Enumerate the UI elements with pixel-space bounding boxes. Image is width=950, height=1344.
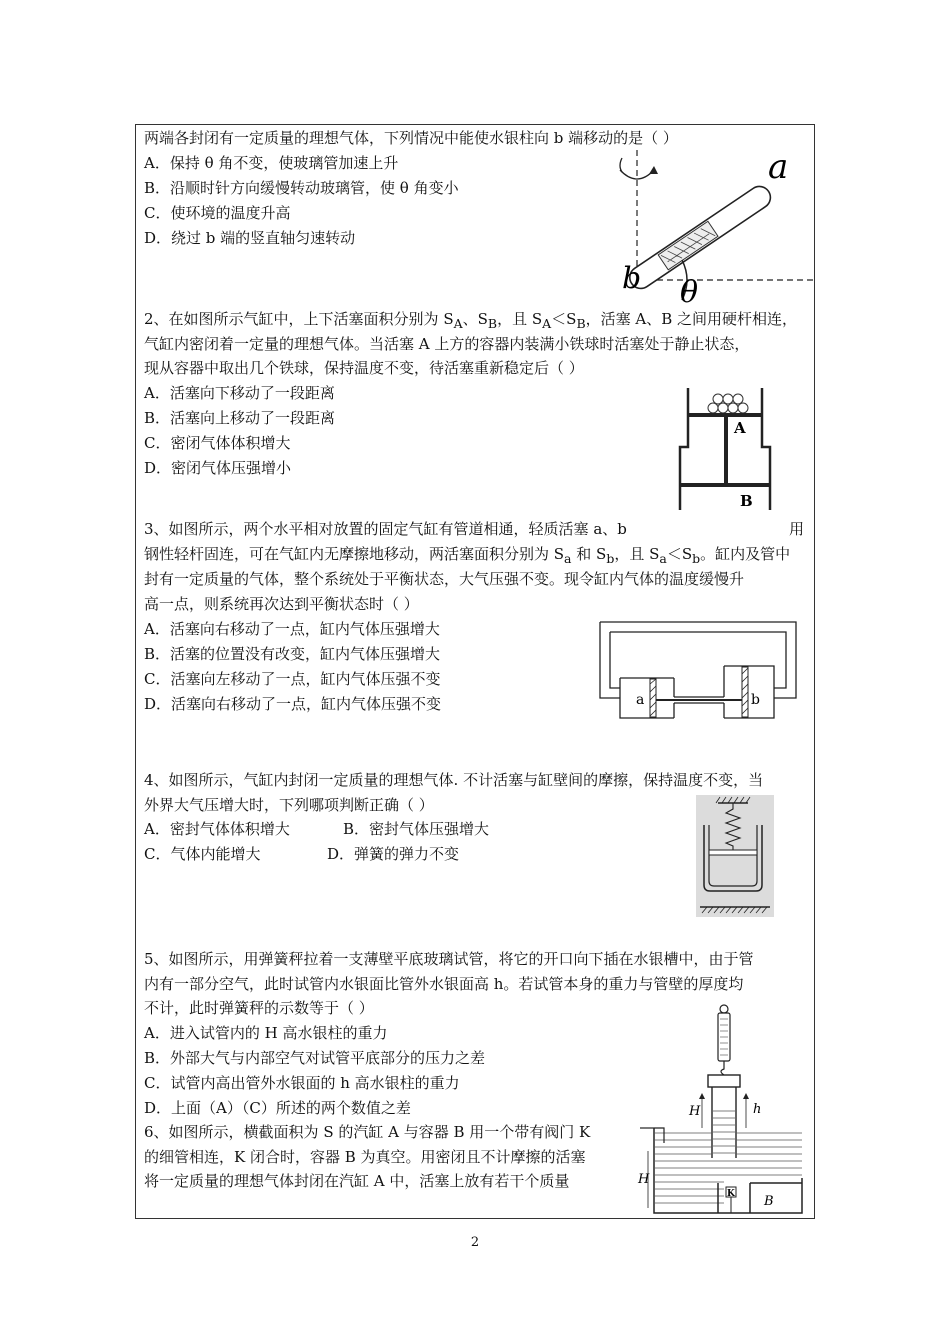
q5-option-c: C．试管内高出管外水银面的 h 高水银柱的重力 bbox=[144, 1074, 460, 1092]
q6-label-container-b: B bbox=[764, 1194, 774, 1209]
q6-line-1: 6、如图所示，横截面积为 S 的汽缸 A 与容器 B 用一个带有阀门 K bbox=[144, 1123, 591, 1141]
q2-option-d: D．密闭气体压强增小 bbox=[144, 459, 292, 477]
q1-option-c: C．使环境的温度升高 bbox=[144, 204, 291, 222]
page-number: 2 bbox=[470, 1235, 480, 1250]
q2-label-a: A bbox=[734, 419, 746, 437]
q4-option-c: C．气体内能增大 bbox=[144, 845, 261, 863]
q4-option-b: B．密封气体压强增大 bbox=[343, 820, 490, 838]
q1-option-b: B．沿顺时针方向缓慢转动玻璃管，使 θ 角变小 bbox=[144, 179, 459, 197]
q5-line-3: 不计，此时弹簧秤的示数等于（ ） bbox=[144, 999, 374, 1017]
q3-line-1: 3、如图所示，两个水平相对放置的固定气缸有管道相通，轻质活塞 a、b bbox=[144, 520, 627, 538]
q4-line-2: 外界大气压增大时，下列哪项判断正确（ ） bbox=[144, 796, 434, 814]
q5-option-a: A．进入试管内的 H 高水银柱的重力 bbox=[144, 1024, 388, 1042]
q3-line-4: 高一点，则系统再次达到平衡状态时（ ） bbox=[144, 595, 419, 613]
q2-label-b: B bbox=[740, 492, 753, 510]
q1-label-b: b bbox=[622, 261, 642, 296]
q6-line-3: 将一定质量的理想气体封闭在汽缸 A 中，活塞上放有若干个质量 bbox=[144, 1172, 570, 1190]
q3-line-3: 封有一定质量的气体，整个系统处于平衡状态，大气压强不变。现令缸内气体的温度缓慢升 bbox=[144, 570, 745, 588]
q2-line-3: 现从容器中取出几个铁球，保持温度不变，待活塞重新稳定后（ ） bbox=[144, 359, 584, 377]
q3-label-b: b bbox=[751, 692, 760, 708]
q1-label-a: a bbox=[768, 147, 789, 187]
q6-line-2: 的细管相连，K 闭合时，容器 B 为真空。用密闭且不计摩擦的活塞 bbox=[144, 1148, 586, 1166]
q5-label-h-small: h bbox=[753, 1102, 762, 1117]
q3-horizontal-cylinders-figure bbox=[598, 620, 798, 730]
q3-option-c: C．活塞向左移动了一点，缸内气体压强不变 bbox=[144, 670, 441, 688]
q4-line-1: 4、如图所示，气缸内封闭一定质量的理想气体. 不计活塞与缸壁间的摩擦，保持温度不变，当 bbox=[144, 771, 764, 789]
q5-label-h-upper: H bbox=[689, 1104, 701, 1119]
q5-option-b: B．外部大气与内部空气对试管平底部分的压力之差 bbox=[144, 1049, 486, 1067]
q2-line-2: 气缸内密闭着一定量的理想气体。当活塞 A 上方的容器内装满小铁球时活塞处于静止状态， bbox=[144, 335, 750, 353]
q2-option-b: B．活塞向上移动了一段距离 bbox=[144, 409, 336, 427]
q3-option-a: A．活塞向右移动了一点，缸内气体压强增大 bbox=[144, 620, 440, 638]
q4-spring-cylinder-figure bbox=[696, 795, 774, 917]
q6-label-h: H bbox=[638, 1172, 650, 1187]
q3-option-b: B．活塞的位置没有改变，缸内气体压强增大 bbox=[144, 645, 441, 663]
q6-label-valve-k: K bbox=[727, 1189, 735, 1199]
q3-label-a: a bbox=[636, 692, 645, 708]
q2-line-1: 2、在如图所示气缸中，上下活塞面积分别为 $S_A$、$S_B$，且 $S_A<S_B$，活塞 A、B 之间用硬杆相连， bbox=[144, 310, 798, 331]
q1-option-a: A．保持 θ 角不变，使玻璃管加速上升 bbox=[144, 154, 399, 172]
q1-tilted-tube-figure bbox=[600, 140, 815, 310]
q4-option-d: D．弹簧的弹力不变 bbox=[327, 845, 460, 863]
q1-stem: 两端各封闭有一定质量的理想气体，下列情况中能使水银柱向 b 端移动的是（ ） bbox=[144, 129, 678, 147]
q3-line-1-end: 用 bbox=[789, 520, 805, 538]
q5-line-1: 5、如图所示，用弹簧秤拉着一支薄壁平底玻璃试管，将它的开口向下插在水银槽中，由于管 bbox=[144, 950, 754, 968]
q2-option-c: C．密闭气体体积增大 bbox=[144, 434, 291, 452]
q5-line-2: 内有一部分空气，此时试管内水银面比管外水银面高 h。若试管本身的重力与管壁的厚度均 bbox=[144, 975, 744, 993]
q4-option-a: A．密封气体体积增大 bbox=[144, 820, 290, 838]
q5-spring-scale-test-tube-figure bbox=[634, 1003, 814, 1218]
q2-cylinder-figure bbox=[672, 385, 782, 515]
q1-option-d: D．绕过 b 端的竖直轴匀速转动 bbox=[144, 229, 356, 247]
q2-option-a: A．活塞向下移动了一段距离 bbox=[144, 384, 335, 402]
q3-option-d: D．活塞向右移动了一点，缸内气体压强不变 bbox=[144, 695, 442, 713]
q3-line-2: 钢性轻杆固连，可在气缸内无摩擦地移动，两活塞面积分别为 $S_a$ 和 $S_b$，且 $S_a<S_b$。缸内及管中 bbox=[144, 545, 791, 566]
q1-label-theta: θ bbox=[680, 275, 699, 310]
q5-option-d: D．上面（A）（C）所述的两个数值之差 bbox=[144, 1099, 411, 1117]
